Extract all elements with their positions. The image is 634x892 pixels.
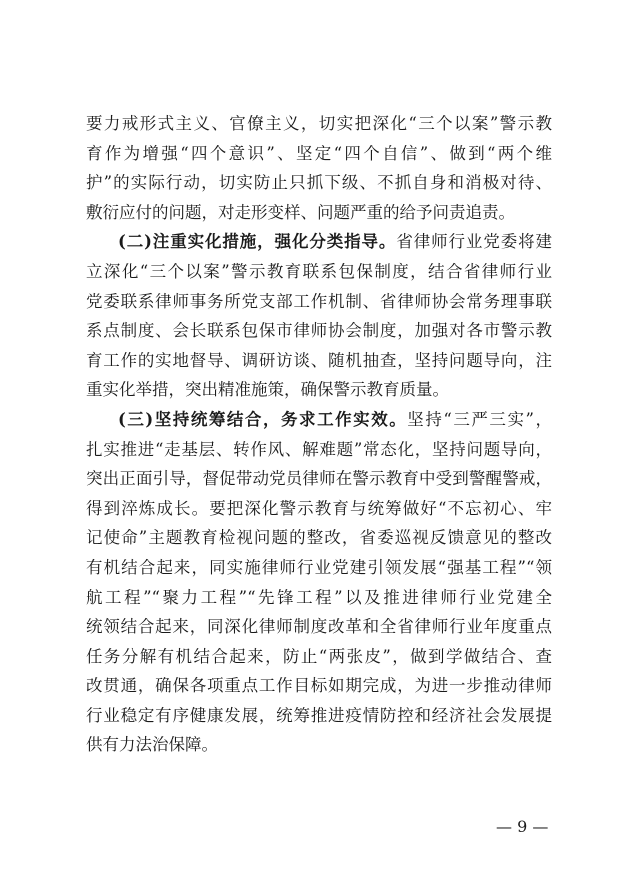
- text-line: 统领结合起来，同深化律师制度改革和全省律师行业年度重点: [86, 617, 552, 637]
- text-line: 敷衍应付的问题，对走形变样、问题严重的给予问责追责。: [86, 202, 515, 222]
- section-heading-line: [86, 405, 552, 435]
- section-heading-2: (二)注重实化措施，强化分类指导。: [118, 232, 397, 252]
- text-run: 省律师行业党委将建: [396, 232, 553, 252]
- text-line: 突出正面引导，督促带动党员律师在警示教育中受到警醒警戒，: [86, 469, 552, 489]
- text-line: 护”的实际行动，切实防止只抓下级、不抓自身和消极对待、: [86, 173, 552, 193]
- text-line: 要力戒形式主义、官僚主义，切实把深化“三个以案”警示教: [86, 114, 552, 133]
- text-line: 扎实推进“走基层、转作风、解难题”常态化，坚持问题导向，: [86, 439, 552, 459]
- text-line: 得到淬炼成长。要把深化警示教育与统筹做好“不忘初心、牢: [86, 498, 552, 518]
- body-text: [86, 109, 552, 760]
- section-heading-line: [86, 227, 552, 257]
- text-line: 改贯通，确保各项重点工作目标如期完成，为进一步推动律师: [86, 676, 552, 696]
- text-line: 党委联系律师事务所党支部工作机制、省律师协会常务理事联: [86, 291, 552, 311]
- text-line: 航工程”“聚力工程”“先锋工程”以及推进律师行业党建全: [86, 587, 552, 607]
- text-line: 重实化举措，突出精准施策，确保警示教育质量。: [86, 380, 449, 400]
- text-line: 任务分解有机结合起来，防止“两张皮”，做到学做结合、查: [86, 646, 552, 666]
- text-line: 系点制度、会长联系包保市律师协会制度，加强对各市警示教: [86, 321, 552, 341]
- text-line: 有机结合起来，同实施律师行业党建引领发展“强基工程”“领: [86, 557, 552, 577]
- page-number: — 9 —: [496, 817, 549, 836]
- text-line: 立深化“三个以案”警示教育联系包保制度，结合省律师行业: [86, 261, 552, 281]
- text-run: 坚持“三严三实”，: [407, 409, 552, 429]
- section-heading-3: (三)坚持统筹结合，务求工作实效。: [118, 409, 408, 429]
- text-line: 育作为增强“四个意识”、坚定“四个自信”、做到“两个维: [86, 143, 552, 163]
- text-line: 育工作的实地督导、调研访谈、随机抽查，坚持问题导向，注: [86, 350, 552, 370]
- text-line: 行业稳定有序健康发展，统筹推进疫情防控和经济社会发展提: [86, 705, 552, 725]
- text-line: 供有力法治保障。: [86, 735, 218, 755]
- text-line: 记使命”主题教育检视问题的整改，省委巡视反馈意见的整改: [86, 528, 552, 548]
